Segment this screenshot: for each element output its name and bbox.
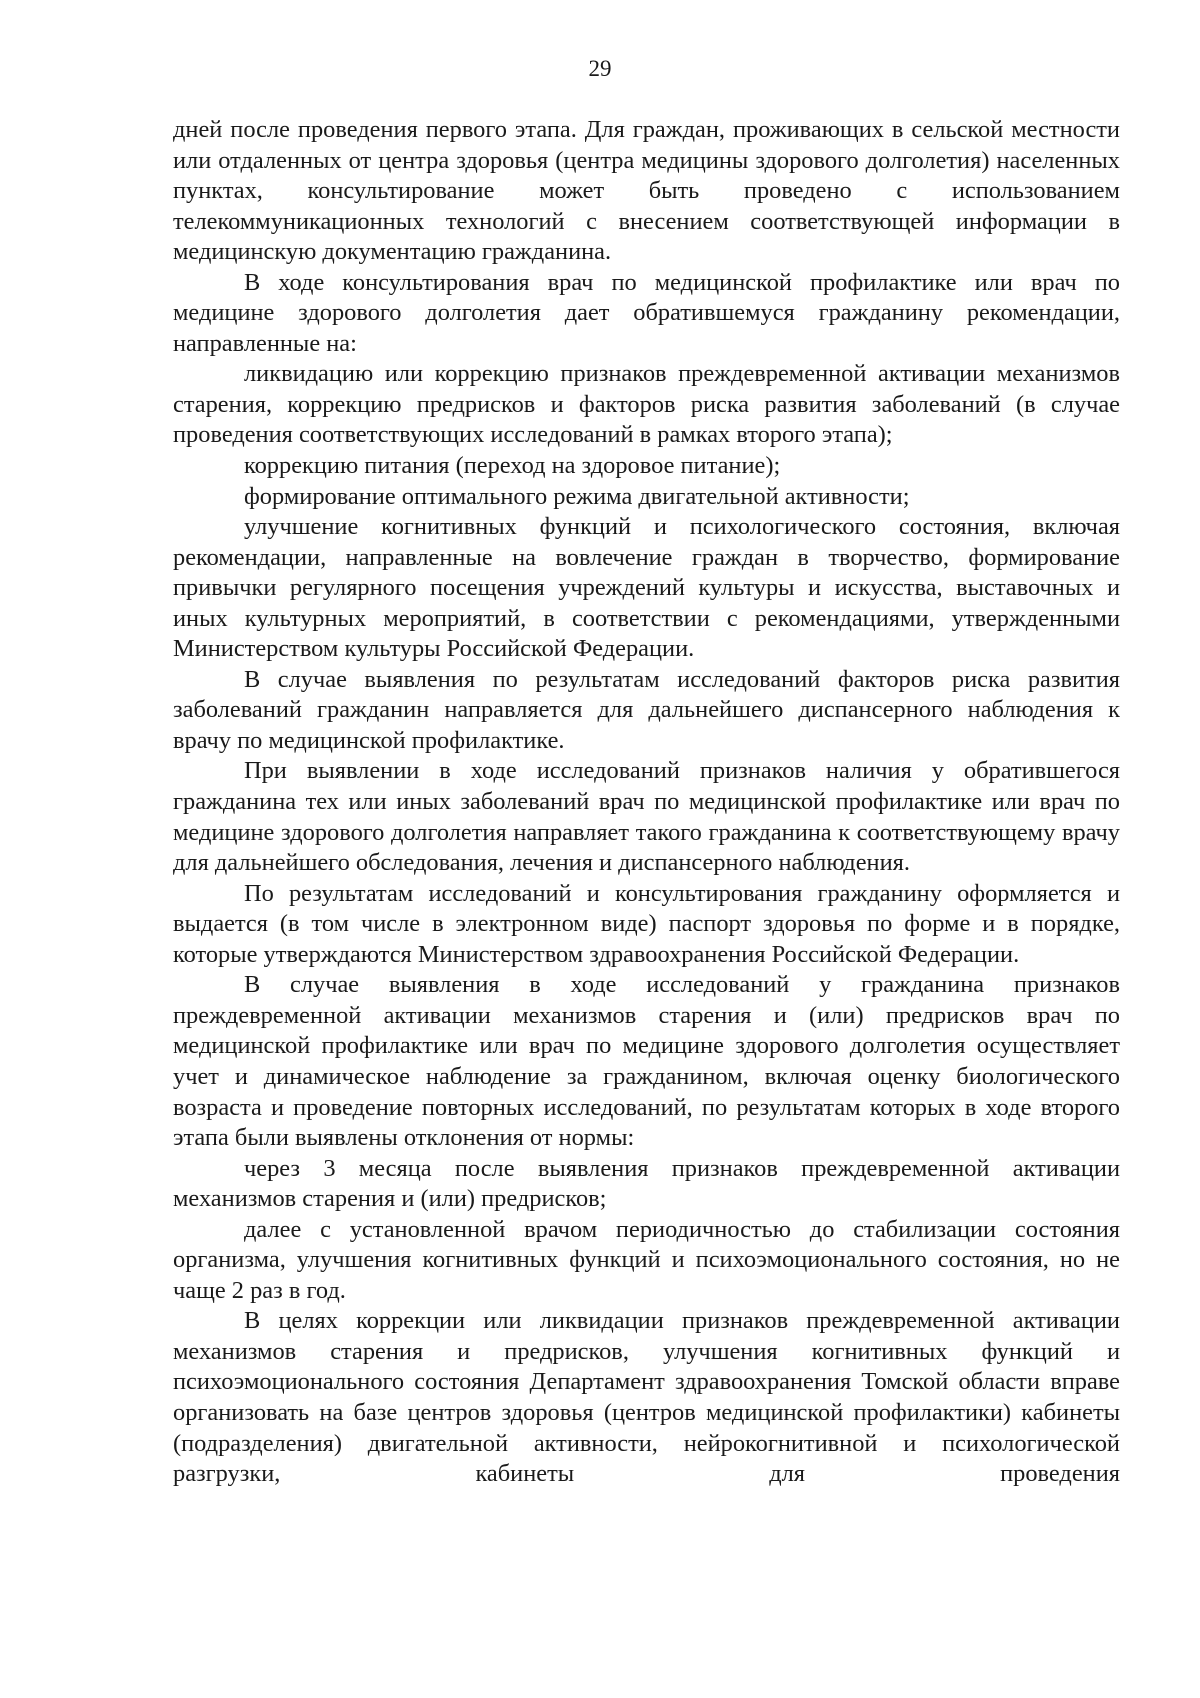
- paragraph: По результатам исследований и консультирования гражданину оформляется и выдается (в том числе в электронном виде) паспорт здоровья по форме и в порядке, которые утверждаются Министерством здравоохранения Российской Федерации.: [173, 879, 1120, 968]
- list-item: коррекцию питания (переход на здоровое питание);: [244, 452, 781, 480]
- document-body: [173, 115, 1120, 1490]
- paragraph: В целях коррекции или ликвидации признаков преждевременной активации механизмов старения и предрисков, улучшения когнитивных функций и психоэмоционального состояния Департамент здравоохранения Томской области вправе организовать на базе центров здоровья (центров медицинской профилактики) кабинеты (подразделения) двигательной активности, нейрокогнитивной и психологической разгрузки, кабинеты для проведения: [173, 1307, 1120, 1488]
- paragraph: В случае выявления в ходе исследований у гражданина признаков преждевременной активации механизмов старения и (или) предрисков врач по медицинской профилактике или врач по медицине здорового долголетия осуществляет учет и динамическое наблюдение за гражданином, включая оценку биологического возраста и проведение повторных исследований, по результатам которых в ходе второго этапа были выявлены отклонения от нормы:: [173, 971, 1120, 1152]
- list-item: ликвидацию или коррекцию признаков преждевременной активации механизмов старения, коррекцию предрисков и факторов риска развития заболеваний (в случае проведения соответствующих исследований в рамках второго этапа);: [173, 360, 1120, 449]
- list-item: через 3 месяца после выявления признаков преждевременной активации механизмов старения и (или) предрисков;: [173, 1154, 1120, 1213]
- list-item: формирование оптимального режима двигательной активности;: [244, 482, 910, 510]
- paragraph: дней после проведения первого этапа. Для граждан, проживающих в сельской местности или отдаленных от центра здоровья (центра медицины здорового долголетия) населенных пунктах, консультирование может быть проведено с использованием телекоммуникационных технологий с внесением соответствующей информации в медицинскую документацию гражданина.: [173, 116, 1120, 266]
- list-item: улучшение когнитивных функций и психологического состояния, включая рекомендации, направленные на вовлечение граждан в творчество, формирование привычки регулярного посещения учреждений культуры и искусства, выставочных и иных культурных мероприятий, в соответствии с рекомендациями, утвержденными Министерством культуры Российской Федерации.: [173, 513, 1120, 663]
- paragraph: В случае выявления по результатам исследований факторов риска развития заболеваний гражданин направляется для дальнейшего диспансерного наблюдения к врачу по медицинской профилактике.: [173, 665, 1120, 754]
- paragraph: В ходе консультирования врач по медицинской профилактике или врач по медицине здорового долголетия дает обратившемуся гражданину рекомендации, направленные на:: [173, 268, 1120, 357]
- list-item: далее с установленной врачом периодичностью до стабилизации состояния организма, улучшения когнитивных функций и психоэмоционального состояния, но не чаще 2 раз в год.: [173, 1215, 1120, 1304]
- paragraph: При выявлении в ходе исследований признаков наличия у обратившегося гражданина тех или иных заболеваний врач по медицинской профилактике или врач по медицине здорового долголетия направляет такого гражданина к соответствующему врачу для дальнейшего обследования, лечения и диспансерного наблюдения.: [173, 757, 1120, 877]
- page-number: 29: [588, 56, 612, 81]
